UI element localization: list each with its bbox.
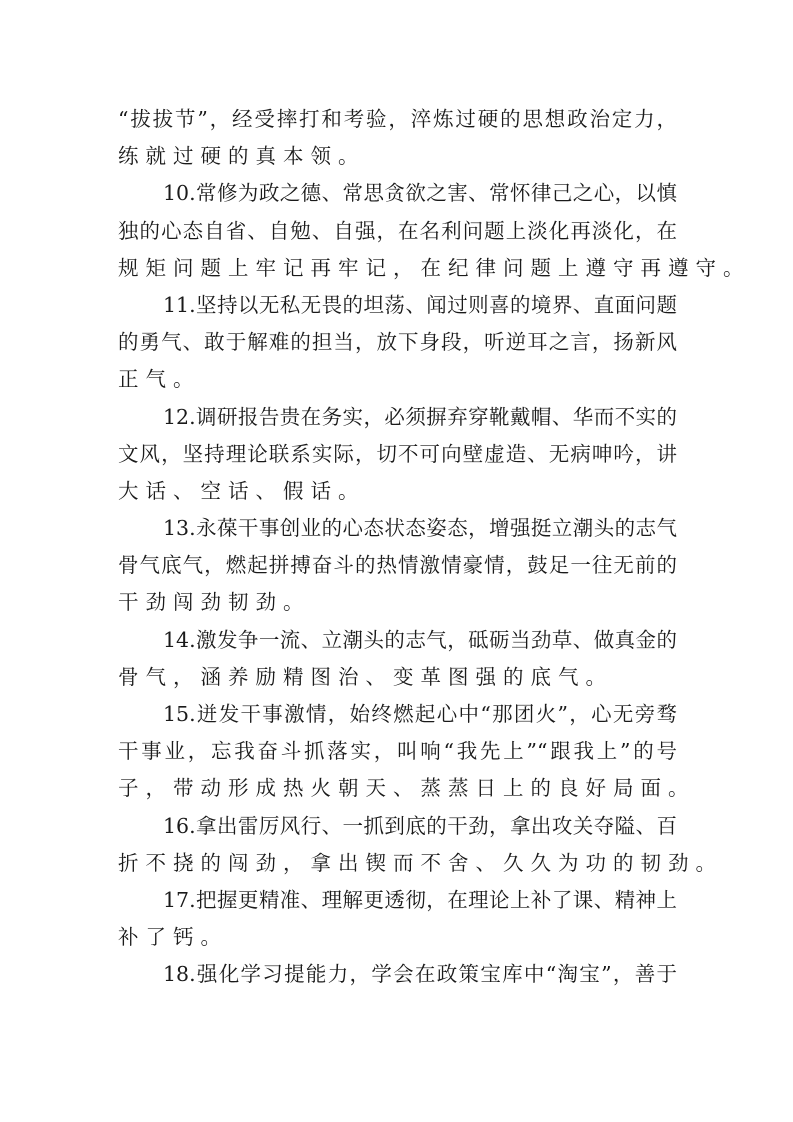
paragraph [118,882,677,956]
paragraph [118,399,677,511]
text-line: “拔拔节”，经受摔打和考验，淬炼过硬的思想政治定力， [118,107,677,131]
paragraph [118,101,677,175]
text-line: 干劲闯劲韧劲。 [118,590,311,615]
text-line: 骨气，涵养励精图治、变革图强的底气。 [118,664,613,689]
text-line: 大话、空话、假话。 [118,478,366,503]
text-line: 折不挠的闯劲，拿出锲而不舍、久久为功的韧劲。 [118,850,723,875]
text-line: 16.拿出雷厉风行、一抓到底的干劲，拿出攻关夺隘、百 [163,813,677,838]
text-line: 练就过硬的真本领。 [118,144,366,169]
text-line: 15.迸发干事激情，始终燃起心中“那团火”，心无旁骛 [163,702,677,726]
paragraph [118,808,723,882]
text-line: 独的心态自省、自勉、自强，在名利问题上淡化再淡化，在 [118,218,677,243]
text-line: 14.激发争一流、立潮头的志气，砥砺当劲草、做真金的 [163,627,677,652]
text-line: 10.常修为政之德、常思贪欲之害、常怀律己之心，以慎 [163,181,677,206]
text-line: 文风，坚持理论联系实际，切不可向壁虚造、无病呻吟，讲 [118,441,677,466]
text-line: 干事业，忘我奋斗抓落实，叫响“我先上”“跟我上”的号 [118,739,677,764]
paragraph [118,510,677,622]
text-line: 13.永葆干事创业的心态状态姿态，增强挺立潮头的志气 [163,516,677,541]
text-line: 12.调研报告贵在务实，必须摒弃穿靴戴帽、华而不实的 [163,404,677,429]
text-line: 骨气底气，燃起拼搏奋斗的热情激情豪情，鼓足一往无前的 [118,553,677,578]
text-line: 补了钙。 [118,925,228,950]
document-page [118,101,751,994]
text-line: 的勇气、敢于解难的担当，放下身段，听逆耳之言，扬新风 [118,330,677,355]
text-line: 正气。 [118,367,201,392]
text-line: 17.把握更精准、理解更透彻，在理论上补了课、精神上 [163,887,677,912]
text-line: 规矩问题上牢记再牢记，在纪律问题上遵守再遵守。 [118,255,751,280]
paragraph [118,956,677,993]
text-line: 子，带动形成热火朝天、蒸蒸日上的良好局面。 [118,776,696,801]
text-line: 18.强化学习提能力，学会在政策宝库中“淘宝”，善于 [163,962,677,987]
paragraph [118,175,751,287]
paragraph [118,696,696,808]
text-line: 11.坚持以无私无畏的坦荡、闻过则喜的境界、直面问题 [163,292,677,317]
paragraph [118,287,677,399]
paragraph [118,622,677,696]
